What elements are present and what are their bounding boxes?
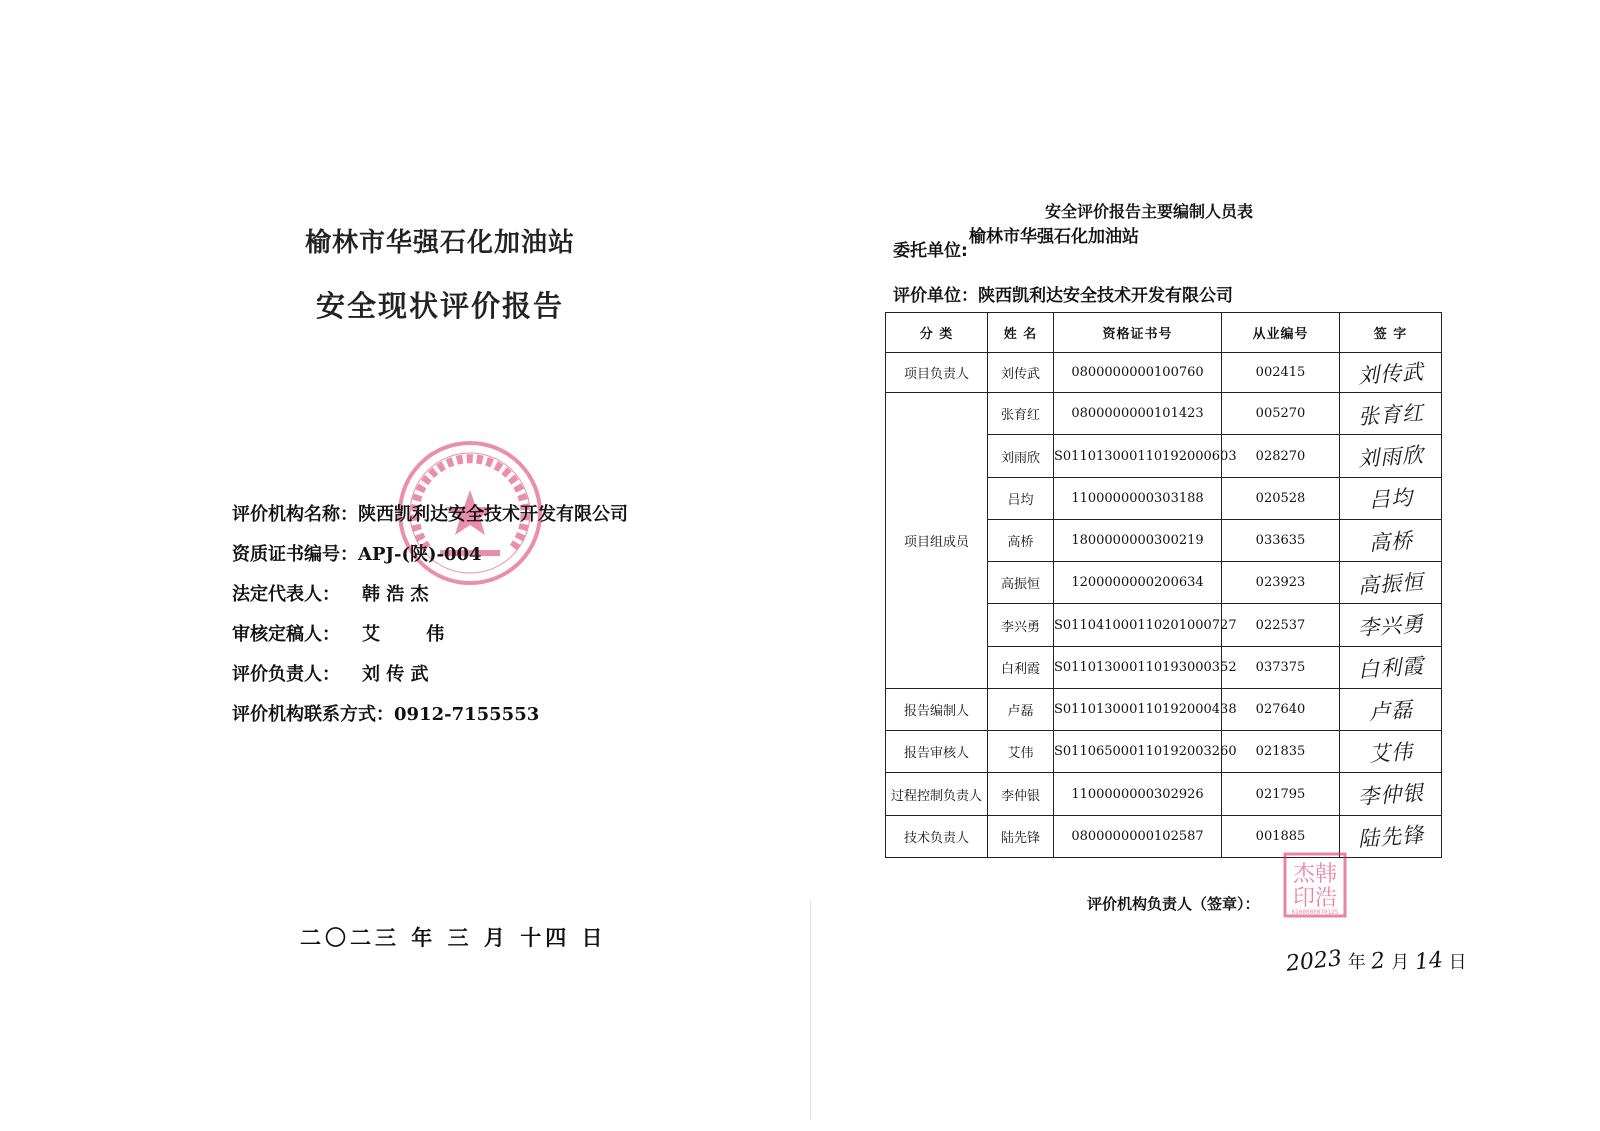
contact-value: 0912-7155553	[394, 704, 540, 725]
cell-signature	[1340, 731, 1442, 773]
client-label: 委托单位:	[893, 241, 968, 261]
cell-category: 项目负责人	[886, 353, 988, 393]
handwritten-signature: 吕均	[1367, 485, 1414, 513]
cell-name: 吕均	[988, 477, 1054, 519]
cell-cert: S011041000110201000727	[1054, 604, 1222, 646]
legal-rep-row	[232, 580, 628, 620]
reviewer-value: 艾 伟	[362, 624, 455, 645]
legal-rep-label: 法定代表人：	[232, 584, 340, 605]
table-row	[886, 393, 1442, 435]
handwritten-signature: 白利霞	[1356, 654, 1425, 683]
cell-practice: 020528	[1222, 477, 1340, 519]
cell-signature	[1340, 353, 1442, 393]
cell-signature	[1340, 477, 1442, 519]
cell-name: 李兴勇	[988, 604, 1054, 646]
personal-seal-stamp	[1282, 851, 1348, 921]
cell-practice: 033635	[1222, 519, 1340, 561]
cell-category: 项目组成员	[886, 393, 988, 689]
evaluator-line	[893, 281, 1233, 306]
staff-table	[885, 312, 1442, 858]
lead-label: 评价负责人：	[232, 664, 340, 685]
cell-signature	[1340, 646, 1442, 688]
cell-signature	[1340, 688, 1442, 730]
handwritten-signature: 高桥	[1367, 528, 1414, 556]
evaluator-label: 评价单位：	[893, 286, 978, 306]
responsible-signature-label: 评价机构负责人（签章）：	[1087, 895, 1260, 913]
cell-category: 报告编制人	[886, 688, 988, 730]
table-row	[886, 731, 1442, 773]
cell-practice: 027640	[1222, 688, 1340, 730]
org-name-label: 评价机构名称：	[232, 504, 358, 525]
table-row	[886, 688, 1442, 730]
cell-signature	[1340, 519, 1442, 561]
cell-name: 白利霞	[988, 646, 1054, 688]
staff-table-title: 安全评价报告主要编制人员表	[1045, 202, 1254, 221]
cell-practice: 023923	[1222, 562, 1340, 604]
sign-date-day: 14	[1413, 947, 1445, 976]
handwritten-signature: 刘传武	[1356, 359, 1425, 388]
handwritten-signature: 李兴勇	[1356, 611, 1425, 641]
cell-name: 艾伟	[988, 731, 1054, 773]
reviewer-label: 审核定稿人：	[232, 624, 340, 645]
org-name-value: 陕西凯利达安全技术开发有限公司	[358, 504, 628, 525]
table-row	[886, 773, 1442, 815]
cell-name: 陆先锋	[988, 815, 1054, 857]
table-header-row	[886, 313, 1442, 353]
cell-practice: 028270	[1222, 435, 1340, 477]
cell-signature	[1340, 815, 1442, 857]
contact-row	[232, 700, 628, 740]
cell-practice: 002415	[1222, 353, 1340, 393]
cell-name: 刘雨欣	[988, 435, 1054, 477]
column-header-name: 姓 名	[988, 313, 1054, 353]
cell-name: 张育红	[988, 393, 1054, 435]
report-info-block	[232, 500, 628, 740]
cell-practice: 021795	[1222, 773, 1340, 815]
cert-label: 资质证书编号：	[232, 544, 358, 565]
cell-name: 刘传武	[988, 353, 1054, 393]
seal-line2: 印浩	[1292, 886, 1338, 911]
cell-name: 卢磊	[988, 688, 1054, 730]
cell-cert: 0800000000102587	[1054, 815, 1222, 857]
cell-practice: 037375	[1222, 646, 1340, 688]
cell-category: 过程控制负责人	[886, 773, 988, 815]
handwritten-signature: 陆先锋	[1356, 823, 1425, 852]
cell-category: 技术负责人	[886, 815, 988, 857]
cell-cert: 1100000000303188	[1054, 477, 1222, 519]
cell-cert: 1800000000300219	[1054, 519, 1222, 561]
cell-signature	[1340, 562, 1442, 604]
lead-value: 刘 传 武	[362, 664, 429, 685]
table-row	[886, 815, 1442, 857]
cell-practice: 022537	[1222, 604, 1340, 646]
cell-cert: S011065000110192003260	[1054, 731, 1222, 773]
table-row	[886, 353, 1442, 393]
cell-name: 李仲银	[988, 773, 1054, 815]
legal-rep-value: 韩 浩 杰	[362, 584, 429, 605]
handwritten-signature: 卢磊	[1367, 697, 1414, 725]
column-header-cert: 资格证书号	[1054, 313, 1222, 353]
report-title-line1: 榆林市华强石化加油站	[304, 228, 575, 258]
cell-practice: 005270	[1222, 393, 1340, 435]
handwritten-signature: 高振恒	[1356, 569, 1425, 599]
cell-category: 报告审核人	[886, 731, 988, 773]
cell-cert: 1200000000200634	[1054, 562, 1222, 604]
org-name-row	[232, 500, 628, 540]
cell-cert: 0800000000101423	[1054, 393, 1222, 435]
sign-date-year-unit: 年	[1347, 952, 1366, 973]
cell-cert: S011013000110193000352	[1054, 646, 1222, 688]
cell-signature	[1340, 773, 1442, 815]
cell-practice: 001885	[1222, 815, 1340, 857]
cell-signature	[1340, 604, 1442, 646]
handwritten-signature: 艾伟	[1367, 739, 1414, 767]
cert-row	[232, 540, 628, 580]
seal-number: 6100000070125	[1291, 909, 1339, 916]
contact-label: 评价机构联系方式：	[232, 704, 394, 725]
cell-cert: S011013000110192000603	[1054, 435, 1222, 477]
evaluator-value: 陕西凯利达安全技术开发有限公司	[978, 286, 1233, 306]
seal-line1: 杰韩	[1292, 862, 1338, 887]
sign-date-month-unit: 月	[1391, 952, 1410, 973]
column-header-category: 分 类	[886, 313, 988, 353]
handwritten-signature: 刘雨欣	[1356, 442, 1425, 472]
report-title-line2: 安全现状评价报告	[315, 289, 564, 323]
handwritten-signature: 张育红	[1356, 400, 1425, 430]
sign-date-day-unit: 日	[1448, 952, 1467, 973]
column-header-practice: 从业编号	[1222, 313, 1340, 353]
cell-signature	[1340, 435, 1442, 477]
sign-date-year: 2023	[1284, 946, 1344, 977]
cell-name: 高桥	[988, 519, 1054, 561]
column-header-signature: 签 字	[1340, 313, 1442, 353]
reviewer-row	[232, 620, 628, 660]
staff-page	[800, 0, 1600, 1131]
cover-date: 二〇二三 年 三 月 十四 日	[300, 926, 607, 950]
cell-signature	[1340, 393, 1442, 435]
client-value: 榆林市华强石化加油站	[969, 227, 1139, 247]
handwritten-signature: 李仲银	[1356, 780, 1425, 810]
cell-practice: 021835	[1222, 731, 1340, 773]
cell-cert: 0800000000100760	[1054, 353, 1222, 393]
cell-name: 高振恒	[988, 562, 1054, 604]
cert-value: APJ-(陕)-004	[358, 544, 482, 565]
sign-date-month: 2	[1370, 948, 1387, 975]
sign-date	[1284, 946, 1467, 977]
lead-row	[232, 660, 628, 700]
cell-cert: 1100000000302926	[1054, 773, 1222, 815]
cell-cert: S011013000110192000438	[1054, 688, 1222, 730]
